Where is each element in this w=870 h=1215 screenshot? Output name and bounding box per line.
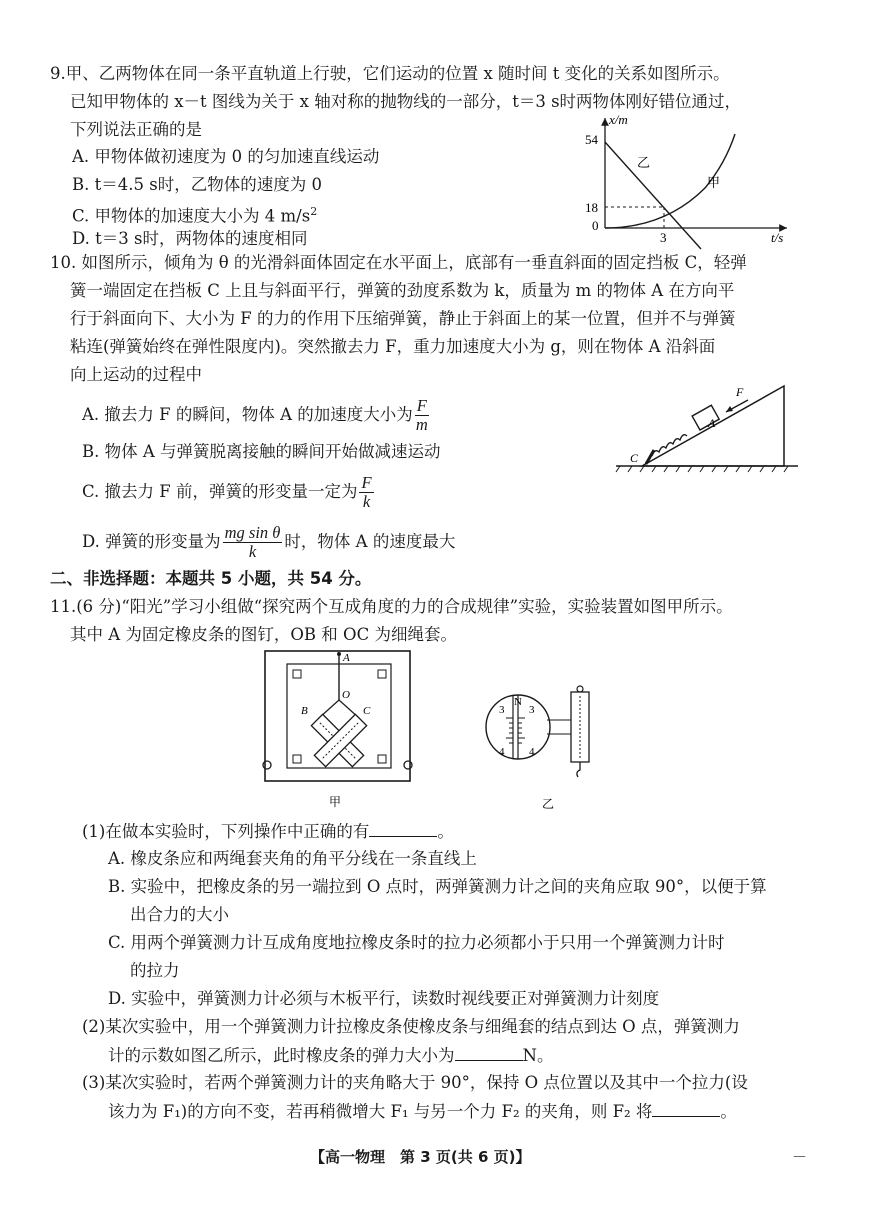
q10-option-c-num: F	[361, 473, 372, 492]
q11-part1-text: (1)在做本实验时，下列操作中正确的有	[82, 822, 370, 841]
q11-figure-yi	[485, 680, 615, 815]
q9-line-yi	[605, 142, 701, 249]
q10-incline-figure	[612, 380, 802, 475]
q10-stem-line5: 向上运动的过程中	[70, 365, 202, 384]
q11-part1-option-d: D. 实验中，弹簧测力计必须与木板平行，读数时视线要正对弹簧测力计刻度	[108, 989, 660, 1008]
q10-option-d-den: k	[248, 542, 257, 561]
q10-option-c	[82, 470, 376, 514]
q11-part1-option-b-line1: B. 实验中，把橡皮条的另一端拉到 O 点时，两弹簧测力计之间的夹角应取 90°，以便于算	[108, 877, 767, 896]
q11-part1-option-b-line2: 出合力的大小	[130, 905, 229, 924]
q9-y-tick-18: 18	[585, 200, 598, 215]
page-footer: 【高一物理 第 3 页(共 6 页)】	[310, 1148, 531, 1166]
q9-option-a: A. 甲物体做初速度为 0 的匀加速直线运动	[72, 147, 380, 166]
q11-part3-blank[interactable]	[652, 1100, 720, 1117]
q9-stem-line3: 下列说法正确的是	[70, 120, 202, 139]
q11-part3-end: 。	[720, 1102, 737, 1121]
jia-pin-a	[337, 652, 341, 656]
q11-part2-text: 计的示数如图乙所示，此时橡皮条的弹力大小为	[108, 1046, 455, 1065]
q9-origin-label: 0	[592, 218, 599, 233]
q9-stem-line1: 9.甲、乙两物体在同一条平直轨道上行驶，它们运动的位置 x 随时间 t 变化的关系如图所示。	[50, 64, 730, 83]
jia-label-a: A	[343, 652, 350, 664]
q10-stem-line2: 簧一端固定在挡板 C 上且与斜面平行，弹簧的劲度系数为 k，质量为 m 的物体 A 在方向平	[70, 281, 735, 300]
q9-label-jia: 甲	[707, 175, 721, 190]
q11-part3-text: 该力为 F₁)的方向不变，若再稍微增大 F₁ 与另一个力 F₂ 的夹角，则 F₂ 将	[108, 1102, 653, 1121]
q11-stem-line2: 其中 A 为固定橡皮条的图钉，OB 和 OC 为细绳套。	[70, 625, 457, 644]
q10-stem-line1: 10. 如图所示，倾角为 θ 的光滑斜面体固定在水平面上，底部有一垂直斜面的固定挡板 C，轻弹	[50, 253, 747, 272]
q11-part3-line1: (3)某次实验时，若两个弹簧测力计的夹角略大于 90°，保持 O 点位置以及其中一个拉力(设	[82, 1073, 748, 1092]
q10-option-d	[82, 520, 455, 564]
q10-stem-line4: 粘连(弹簧始终在弹性限度内)。突然撤去力 F，重力加速度大小为 g，则在物体 A 沿斜面	[70, 337, 716, 356]
q11-part1-option-c-line1: C. 用两个弹簧测力计互成角度地拉橡皮条时的拉力必须都小于只用一个弹簧测力计时	[108, 933, 725, 952]
q10-option-a-text: A. 撤去力 F 的瞬间，物体 A 的加速度大小为	[82, 405, 413, 424]
q10-option-d-num: mg sin θ	[224, 523, 281, 542]
q11-part1-option-a: A. 橡皮条应和两绳套夹角的角平分线在一条直线上	[108, 849, 477, 868]
q9-x-axis-label: t/s	[771, 230, 784, 245]
q9-option-c-text: C. 甲物体的加速度大小为 4 m/s	[72, 206, 311, 226]
q10-label-a: A	[708, 416, 716, 430]
q9-label-yi: 乙	[637, 155, 651, 170]
yi-tick-3b: 3	[529, 704, 535, 716]
q10-option-d-text: D. 弹簧的形变量为	[82, 532, 221, 551]
q10-option-d-post: 时，物体 A 的速度最大	[284, 532, 456, 551]
yi-label-n: N	[514, 696, 522, 708]
jia-label-c: C	[363, 705, 371, 717]
q11-part2-line2	[108, 1044, 553, 1067]
q11-part1-end: 。	[437, 822, 454, 841]
q11-part1-blank[interactable]	[369, 820, 437, 837]
q10-option-b: B. 物体 A 与弹簧脱离接触的瞬间开始做减速运动	[82, 442, 441, 461]
q10-spring	[652, 435, 687, 456]
q10-stem-line3: 行于斜面向下、大小为 F 的力的作用下压缩弹簧，静止于斜面上的某一位置，但并不与弹簧	[70, 309, 736, 328]
q10-option-c-text: C. 撤去力 F 前，弹簧的形变量一定为	[82, 482, 358, 501]
q11-part2-line1: (2)某次实验中，用一个弹簧测力计拉橡皮条使橡皮条与细绳套的结点到达 O 点，弹簧测力	[82, 1017, 740, 1036]
yi-caption: 乙	[542, 797, 555, 811]
q9-option-c-sup: 2	[310, 205, 318, 218]
q11-part2-blank[interactable]	[455, 1044, 523, 1061]
jia-label-o: O	[342, 689, 350, 701]
yi-tick-4a: 4	[499, 746, 505, 758]
q9-stem-line2: 已知甲物体的 x－t 图线为关于 x 轴对称的抛物线的一部分，t＝3 s时两物体刚好错位通过，	[70, 92, 742, 111]
yi-spring-scale	[571, 692, 589, 762]
q9-x-tick-3: 3	[660, 230, 667, 245]
q11-part1-option-c-line2: 的拉力	[130, 961, 180, 980]
section2-heading: 二、非选择题：本题共 5 小题，共 54 分。	[50, 569, 372, 588]
q11-part1	[82, 820, 454, 843]
q10-option-a-den: m	[415, 415, 428, 434]
q10-label-f: F	[736, 385, 744, 399]
jia-label-b: B	[301, 705, 308, 717]
q9-option-d: D. t＝3 s时，两物体的速度相同	[72, 229, 308, 248]
q11-part2-end: N。	[522, 1046, 554, 1065]
q10-label-c: C	[630, 451, 639, 465]
q9-option-b: B. t＝4.5 s时，乙物体的速度为 0	[72, 175, 322, 194]
footer-dash: －	[792, 1148, 808, 1166]
q11-stem-line1: 11.(6 分)“阳光”学习小组做“探究两个互成角度的力的合成规律”实验，实验装置如图甲所示。	[50, 597, 733, 616]
q9-option-c	[72, 201, 317, 228]
q11-part3-line2	[108, 1100, 737, 1123]
q10-option-c-den: k	[362, 492, 371, 511]
yi-tick-3a: 3	[499, 704, 505, 716]
q10-option-a	[82, 393, 431, 437]
q9-xt-graph	[575, 112, 805, 254]
q9-y-tick-54: 54	[585, 132, 598, 147]
q10-option-a-num: F	[416, 396, 427, 415]
jia-caption: 甲	[329, 795, 342, 809]
yi-tick-4b: 4	[529, 746, 535, 758]
q9-y-axis-label: x/m	[609, 112, 628, 127]
q11-figure-jia	[255, 648, 420, 813]
